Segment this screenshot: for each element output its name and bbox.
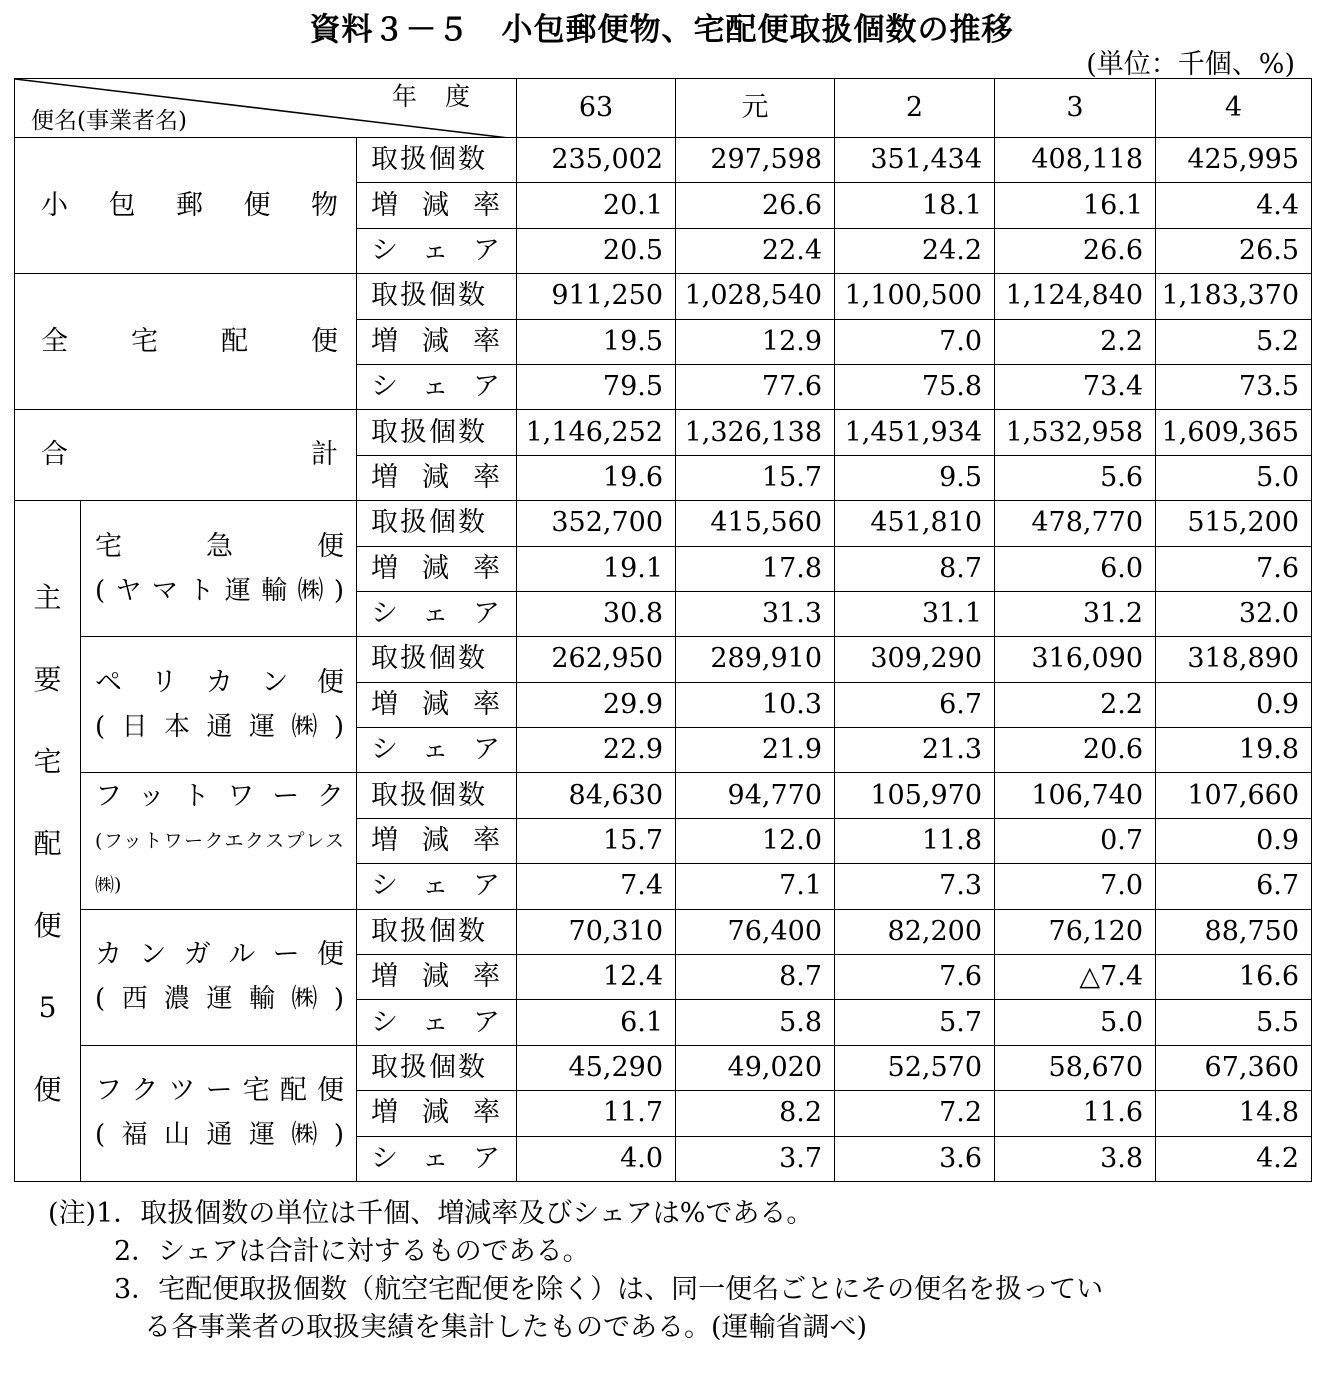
data-cell: 1,609,365 [1156,410,1312,455]
data-cell: 0.9 [1156,818,1312,863]
data-cell: 2.2 [995,682,1156,727]
data-cell: 15.7 [676,455,835,500]
data-cell: 16.1 [995,183,1156,228]
data-cell: 5.0 [995,1000,1156,1045]
year-header-cell: 4 [1156,79,1312,138]
data-cell: 21.9 [676,728,835,773]
data-cell: 19.1 [517,546,676,591]
year-header-cell: 63 [517,79,676,138]
metric-label-cell: シェア [357,364,517,409]
data-cell: 297,598 [676,138,835,183]
note-3: 3．宅配便取扱個数（航空宅配便を除く）は、同一便名ごとにその便名を扱ってい [114,1274,1104,1305]
data-cell: 7.0 [995,864,1156,909]
data-cell: 75.8 [835,364,995,409]
table-row [15,773,1312,818]
note-prefix: (注) [48,1198,97,1229]
company-operator: (福山通運㈱) [95,1120,344,1151]
metric-label-cell: 取扱個数 [357,138,517,183]
year-header-label: 年度 [392,82,499,111]
data-cell: 20.5 [517,228,676,273]
data-cell: 29.9 [517,682,676,727]
name-header-label: 便名(事業者名) [31,108,187,134]
company-name-cell [81,637,357,773]
data-cell: 7.3 [835,864,995,909]
company-operator: (ヤマト運輸㈱) [95,575,344,606]
data-cell: 18.1 [835,183,995,228]
data-cell: 58,670 [995,1045,1156,1090]
note-3-continuation: る各事業者の取扱実績を集計したものである。(運輸省調べ) [144,1312,868,1343]
header-corner-cell [15,79,517,138]
metric-label-cell: 取扱個数 [357,501,517,546]
data-cell: 67,360 [1156,1045,1312,1090]
data-cell: 3.7 [676,1136,835,1181]
data-cell: 0.9 [1156,682,1312,727]
company-name-cell [81,501,357,637]
data-cell: 7.0 [835,319,995,364]
data-cell: 82,200 [835,909,995,954]
data-cell: 77.6 [676,364,835,409]
table-row [15,501,1312,546]
data-cell: 107,660 [1156,773,1312,818]
metric-label-cell: 増減率 [357,818,517,863]
data-cell: 84,630 [517,773,676,818]
data-cell: 19.6 [517,455,676,500]
note-2: 2．シェアは合計に対するものである。 [114,1236,590,1267]
notes-section [48,1195,1103,1347]
data-cell: 415,560 [676,501,835,546]
table-row [15,274,1312,319]
metric-label-cell: 取扱個数 [357,274,517,319]
data-cell: 4.4 [1156,183,1312,228]
data-cell: 1,532,958 [995,410,1156,455]
data-cell: 15.7 [517,818,676,863]
data-cell: 425,995 [1156,138,1312,183]
data-cell: 318,890 [1156,637,1312,682]
data-cell: 309,290 [835,637,995,682]
data-cell: 8.2 [676,1091,835,1136]
data-cell: 20.6 [995,728,1156,773]
data-cell: 12.9 [676,319,835,364]
data-cell: 12.0 [676,818,835,863]
data-cell: 12.4 [517,955,676,1000]
data-cell: 7.6 [1156,546,1312,591]
data-cell: 79.5 [517,364,676,409]
data-cell: 76,400 [676,909,835,954]
data-cell: △7.4 [995,955,1156,1000]
data-cell: 4.0 [517,1136,676,1181]
document-title: 資料３－５ 小包郵便物、宅配便取扱個数の推移 [309,12,1014,48]
company-operator: (西濃運輸㈱) [95,984,344,1015]
data-cell: 352,700 [517,501,676,546]
table-row [15,909,1312,954]
data-cell: 94,770 [676,773,835,818]
metric-label-cell: シェア [357,864,517,909]
metric-label-cell: 取扱個数 [357,909,517,954]
data-cell: 21.3 [835,728,995,773]
data-cell: 26.6 [676,183,835,228]
data-cell: 0.7 [995,818,1156,863]
metric-label-cell: シェア [357,728,517,773]
group-name-cell: 小包郵便物 [15,138,357,274]
metric-label-cell: 取扱個数 [357,773,517,818]
data-cell: 24.2 [835,228,995,273]
data-cell: 11.8 [835,818,995,863]
company-name: カンガルー便 [95,939,344,971]
data-cell: 17.8 [676,546,835,591]
company-operator: (日本通運㈱) [95,711,344,742]
metric-label-cell: シェア [357,228,517,273]
metric-label-cell: 取扱個数 [357,637,517,682]
data-cell: 6.7 [835,682,995,727]
data-cell: 88,750 [1156,909,1312,954]
data-cell: 7.4 [517,864,676,909]
header-row [15,79,1312,138]
data-cell: 22.9 [517,728,676,773]
data-cell: 1,451,934 [835,410,995,455]
table-row [15,410,1312,455]
statistics-table [14,78,1312,1182]
company-name-cell [81,773,357,909]
data-cell: 478,770 [995,501,1156,546]
company-name: フクツー宅配便 [95,1075,344,1107]
data-cell: 26.5 [1156,228,1312,273]
metric-label-cell: 取扱個数 [357,410,517,455]
note-1: (注)1．取扱個数の単位は千個、増減率及びシェアは%である。 [48,1198,814,1229]
data-cell: 10.3 [676,682,835,727]
metric-label-cell: 増減率 [357,955,517,1000]
company-name: 宅急便 [95,530,344,562]
data-cell: 73.5 [1156,364,1312,409]
company-name: フットワーク [95,781,344,813]
data-cell: 289,910 [676,637,835,682]
company-operator: (フットワークエクスプレス㈱) [95,830,344,897]
metric-label-cell: 増減率 [357,546,517,591]
metric-label-cell: 増減率 [357,319,517,364]
data-cell: 31.2 [995,591,1156,636]
data-cell: 1,100,500 [835,274,995,319]
data-cell: 26.6 [995,228,1156,273]
data-cell: 1,028,540 [676,274,835,319]
data-cell: 1,326,138 [676,410,835,455]
data-cell: 19.8 [1156,728,1312,773]
data-cell: 1,124,840 [995,274,1156,319]
data-cell: 14.8 [1156,1091,1312,1136]
data-cell: 1,183,370 [1156,274,1312,319]
data-cell: 5.2 [1156,319,1312,364]
data-cell: 30.8 [517,591,676,636]
data-cell: 5.8 [676,1000,835,1045]
data-cell: 5.0 [1156,455,1312,500]
company-name-cell [81,909,357,1045]
data-cell: 105,970 [835,773,995,818]
data-cell: 49,020 [676,1045,835,1090]
unit-label: (単位：千個、%) [1086,49,1295,80]
data-cell: 8.7 [676,955,835,1000]
data-cell: 1,146,252 [517,410,676,455]
company-name: ペリカン便 [95,666,344,698]
metric-label-cell: シェア [357,1136,517,1181]
data-cell: 70,310 [517,909,676,954]
data-cell: 6.1 [517,1000,676,1045]
company-name-cell [81,1045,357,1181]
year-header-cell: 3 [995,79,1156,138]
data-cell: 6.7 [1156,864,1312,909]
data-cell: 7.2 [835,1091,995,1136]
data-cell: 52,570 [835,1045,995,1090]
data-cell: 408,118 [995,138,1156,183]
data-cell: 45,290 [517,1045,676,1090]
data-cell: 451,810 [835,501,995,546]
data-cell: 5.6 [995,455,1156,500]
group-name-cell: 全宅配便 [15,274,357,410]
data-cell: 106,740 [995,773,1156,818]
data-cell: 16.6 [1156,955,1312,1000]
data-cell: 22.4 [676,228,835,273]
year-header-cell: 2 [835,79,995,138]
data-cell: 6.0 [995,546,1156,591]
data-cell: 11.6 [995,1091,1156,1136]
metric-label-cell: シェア [357,591,517,636]
metric-label-cell: 増減率 [357,183,517,228]
data-cell: 9.5 [835,455,995,500]
data-cell: 3.6 [835,1136,995,1181]
data-cell: 2.2 [995,319,1156,364]
data-cell: 262,950 [517,637,676,682]
year-header-cell: 元 [676,79,835,138]
table-row [15,138,1312,183]
data-cell: 5.7 [835,1000,995,1045]
data-cell: 911,250 [517,274,676,319]
data-cell: 316,090 [995,637,1156,682]
metric-label-cell: 増減率 [357,682,517,727]
data-cell: 3.8 [995,1136,1156,1181]
major-label-cell: 主 要 宅 配 便 5 便 [15,501,81,1182]
data-cell: 31.1 [835,591,995,636]
data-cell: 8.7 [835,546,995,591]
data-cell: 73.4 [995,364,1156,409]
table-row [15,1045,1312,1090]
data-cell: 11.7 [517,1091,676,1136]
metric-label-cell: シェア [357,1000,517,1045]
data-cell: 32.0 [1156,591,1312,636]
data-cell: 76,120 [995,909,1156,954]
group-name-cell: 合計 [15,410,357,501]
data-cell: 351,434 [835,138,995,183]
data-cell: 20.1 [517,183,676,228]
metric-label-cell: 増減率 [357,1091,517,1136]
data-cell: 515,200 [1156,501,1312,546]
metric-label-cell: 取扱個数 [357,1045,517,1090]
data-cell: 235,002 [517,138,676,183]
data-cell: 19.5 [517,319,676,364]
metric-label-cell: 増減率 [357,455,517,500]
data-cell: 31.3 [676,591,835,636]
table-row [15,637,1312,682]
data-cell: 7.1 [676,864,835,909]
data-cell: 5.5 [1156,1000,1312,1045]
data-cell: 4.2 [1156,1136,1312,1181]
data-cell: 7.6 [835,955,995,1000]
